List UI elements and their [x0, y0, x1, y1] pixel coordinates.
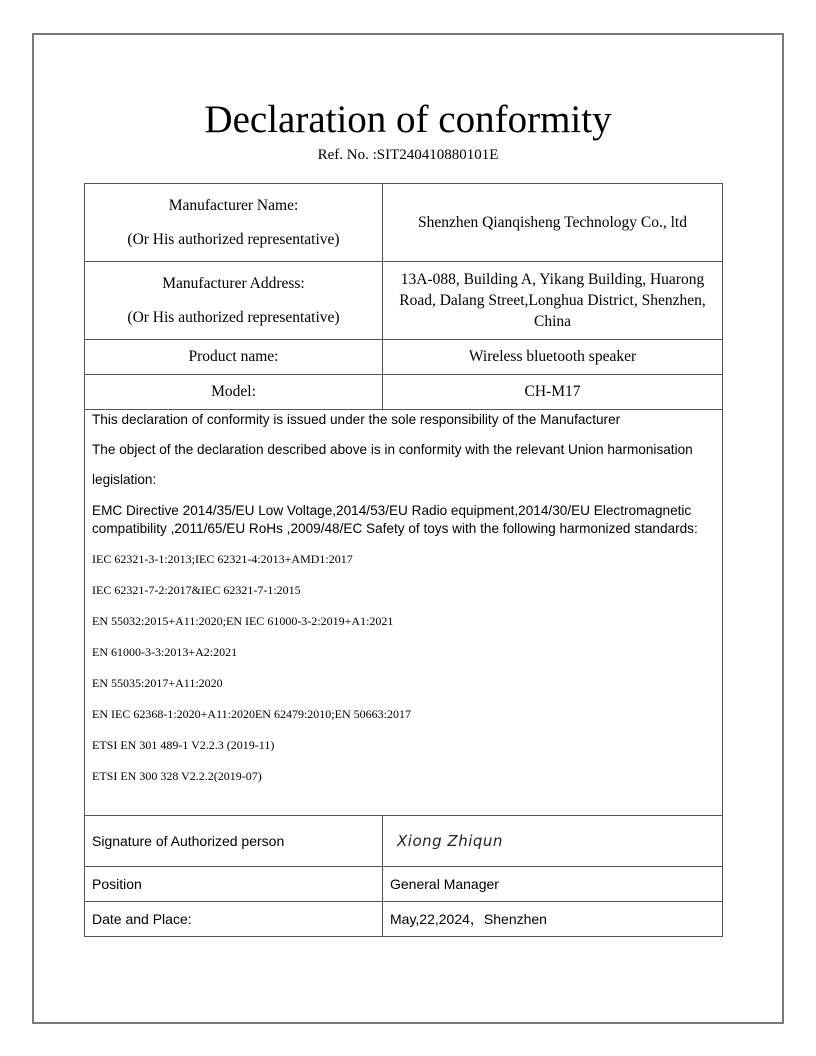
manufacturer-name-value: Shenzhen Qianqisheng Technology Co., ltd: [383, 184, 723, 262]
manufacturer-name-sublabel: (Or His authorized representative): [127, 230, 340, 248]
model-label: Model:: [85, 375, 383, 410]
position-label: Position: [85, 867, 383, 902]
directives-text: EMC Directive 2014/35/EU Low Voltage,2014/53/EU Radio equipment,2014/30/EU Electromagnetic compatibility ,2011/65/EU RoHs ,2009/48/EC Safety of toys with the following harmonized standards:: [92, 503, 698, 536]
signature-label: Signature of Authorized person: [85, 816, 383, 867]
date-place-label: Date and Place:: [85, 902, 383, 937]
manufacturer-address-label: Manufacturer Address:: [162, 274, 305, 292]
signature-row: [85, 816, 723, 867]
position-row: [85, 867, 723, 902]
signature-handwriting: Xiong Zhiqun: [383, 816, 723, 867]
product-name-label: Product name:: [85, 340, 383, 375]
manufacturer-address-label-cell: [85, 262, 383, 340]
manufacturer-name-label: Manufacturer Name:: [168, 196, 299, 214]
standard-item: ETSI EN 301 489-1 V2.2.3 (2019-11): [92, 738, 275, 752]
declaration-row: [85, 410, 723, 816]
manufacturer-address-value: [383, 262, 723, 340]
address-line-3: China: [533, 313, 572, 330]
standard-item: IEC 62321-7-2:2017&IEC 62321-7-1:2015: [92, 583, 301, 597]
declaration-line-3: legislation:: [92, 472, 157, 487]
declaration-body: [85, 410, 723, 816]
manufacturer-address-sublabel: (Or His authorized representative): [127, 308, 340, 326]
standard-item: EN 55035:2017+A11:2020: [92, 676, 223, 690]
address-line-1: 13A-088, Building A, Yikang Building, Huarong: [400, 271, 705, 288]
date-place-value: May,22,2024，Shenzhen: [383, 902, 723, 937]
address-line-2: Road, Dalang Street,Longhua District, Shenzhen,: [399, 292, 706, 309]
document-title: Declaration of conformity: [204, 98, 612, 141]
date-place-row: [85, 902, 723, 937]
standard-item: EN 61000-3-3:2013+A2:2021: [92, 645, 238, 659]
reference-number: Ref. No. :SIT240410880101E: [317, 147, 499, 163]
standard-item: EN IEC 62368-1:2020+A11:2020EN 62479:2010;EN 50663:2017: [92, 707, 411, 721]
product-name-row: [85, 340, 723, 375]
standard-item: EN 55032:2015+A11:2020;EN IEC 61000-3-2:2019+A1:2021: [92, 614, 394, 628]
manufacturer-name-row: [85, 184, 723, 262]
model-value: CH-M17: [383, 375, 723, 410]
model-row: [85, 375, 723, 410]
standard-item: ETSI EN 300 328 V2.2.2(2019-07): [92, 769, 262, 783]
manufacturer-address-row: [85, 262, 723, 340]
declaration-line-2: The object of the declaration described above is in conformity with the relevant Union harmonisation: [92, 442, 693, 457]
declaration-table: [84, 183, 723, 937]
manufacturer-name-label-cell: [85, 184, 383, 262]
position-value: General Manager: [383, 867, 723, 902]
declaration-line-1: This declaration of conformity is issued under the sole responsibility of the Manufacturer: [92, 412, 621, 427]
standard-item: IEC 62321-3-1:2013;IEC 62321-4:2013+AMD1:2017: [92, 552, 353, 566]
product-name-value: Wireless bluetooth speaker: [383, 340, 723, 375]
